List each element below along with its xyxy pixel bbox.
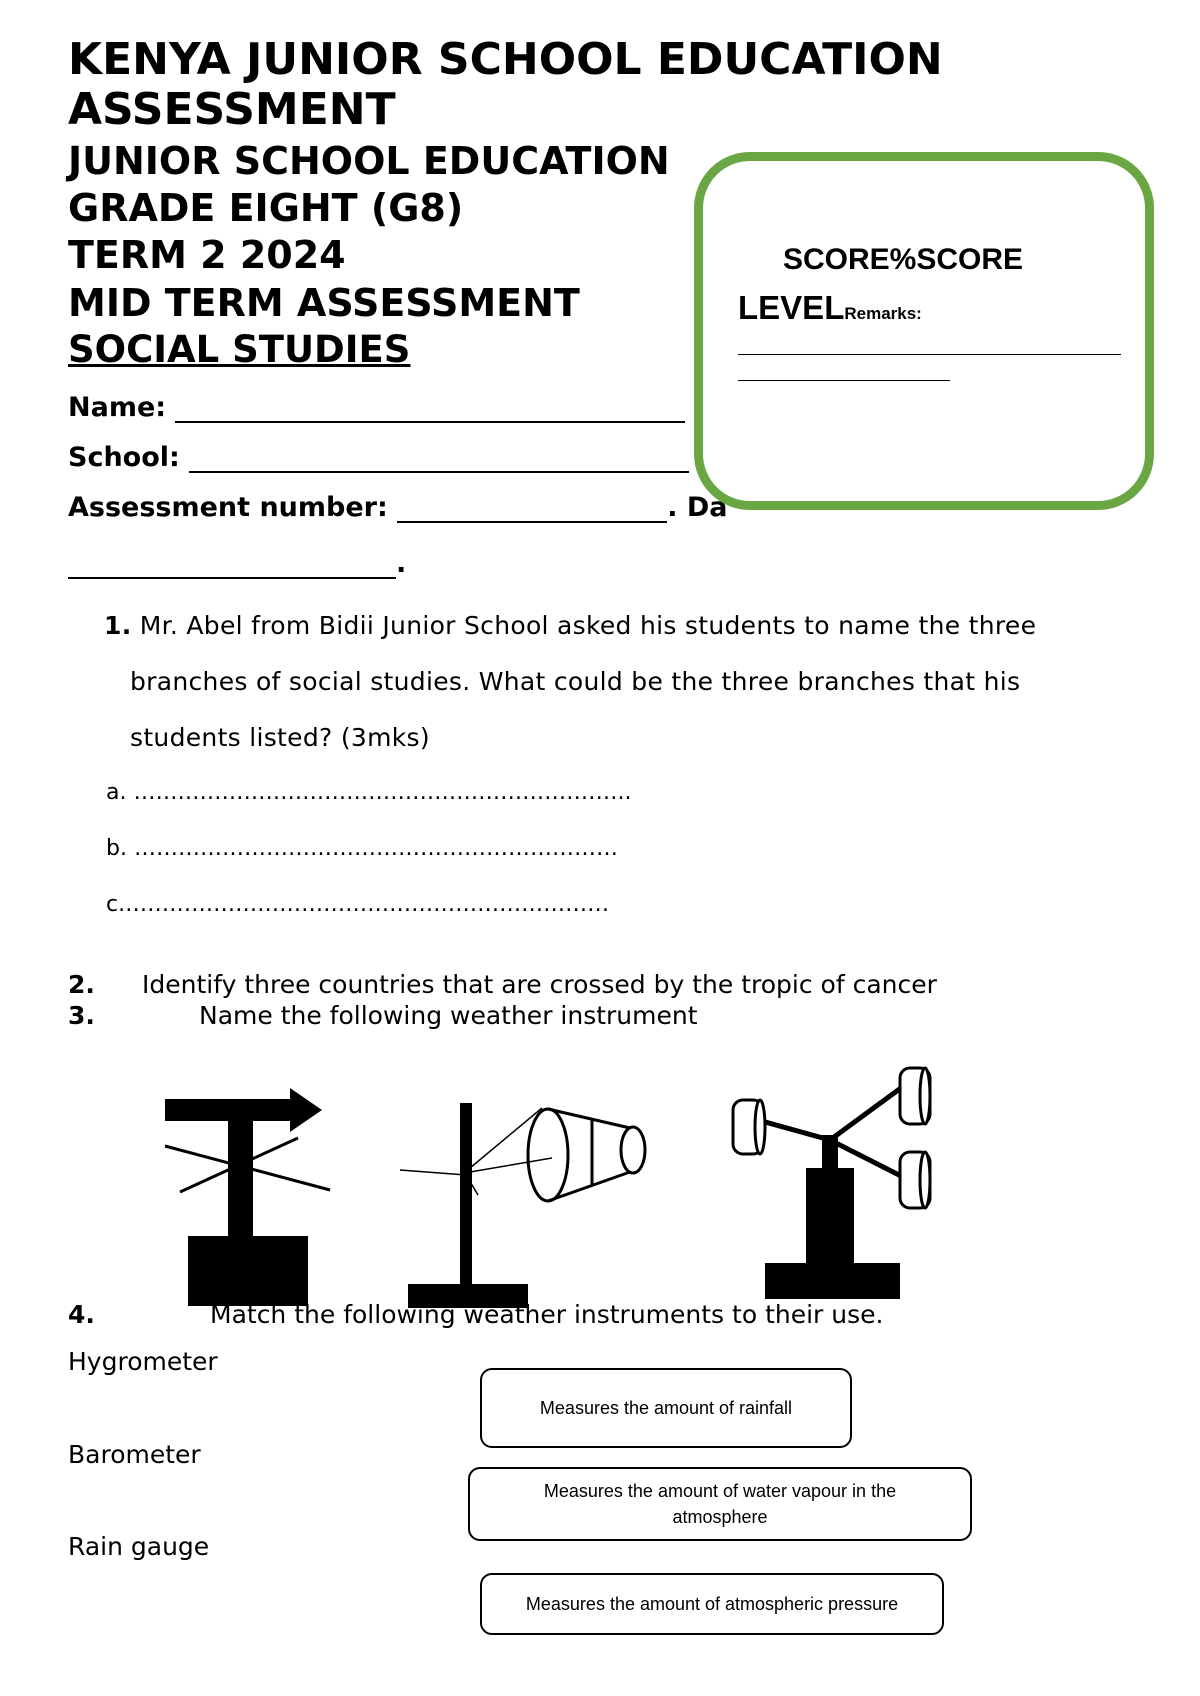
match-use-water-vapour[interactable]: Measures the amount of water vapour in the atmosphere [468, 1467, 972, 1541]
answer-line-c[interactable]: c.………………………………………………………… [106, 892, 610, 917]
question-1-text-1: Mr. Abel from Bidii Junior School asked his students to name the three [139, 611, 1037, 640]
score-level-label: LEVEL [738, 289, 845, 326]
question-1-text-2: branches of social studies. What could be the three branches that his [130, 667, 1021, 696]
question-1-text-3: students listed? (3mks) [130, 723, 430, 752]
question-2-number: 2. [68, 970, 95, 999]
question-3-number: 3. [68, 1001, 95, 1030]
remarks-label: Remarks: [844, 304, 922, 323]
school-label: School: [68, 442, 180, 473]
wind-vane-icon [165, 1088, 330, 1306]
question-3-text: Name the following weather instrument [199, 1001, 698, 1030]
exam-subject: SOCIAL STUDIES [68, 328, 411, 371]
match-term-rain-gauge[interactable]: Rain gauge [68, 1532, 210, 1561]
name-label: Name: [68, 392, 167, 423]
date-trailing-dot: . [396, 548, 407, 579]
match-term-barometer[interactable]: Barometer [68, 1440, 201, 1469]
answer-line-b[interactable]: b. ………………………………………………………… [106, 836, 618, 861]
answer-line-a[interactable]: a. ………………………………………………………….. [106, 780, 632, 805]
exam-term: TERM 2 2024 [68, 233, 346, 277]
anemometer-icon [733, 1068, 930, 1299]
assessment-number-label: Assessment number: [68, 492, 388, 523]
exam-title-line1: KENYA JUNIOR SCHOOL EDUCATION [68, 34, 943, 85]
wind-sock-icon [400, 1103, 645, 1308]
exam-type: MID TERM ASSESSMENT [68, 281, 580, 325]
match-term-hygrometer[interactable]: Hygrometer [68, 1347, 218, 1376]
exam-grade: GRADE EIGHT (G8) [68, 186, 464, 230]
score-title: SCORE%SCORE [783, 243, 1024, 276]
match-use-rainfall[interactable]: Measures the amount of rainfall [480, 1368, 852, 1448]
question-2-text: Identify three countries that are crossed by the tropic of cancer [142, 970, 937, 999]
question-4-text: Match the following weather instruments to their use. [210, 1300, 884, 1329]
exam-subtitle-1: JUNIOR SCHOOL EDUCATION [68, 139, 670, 183]
match-use-atmospheric-pressure[interactable]: Measures the amount of atmospheric pressure [480, 1573, 944, 1635]
question-4-number: 4. [68, 1300, 95, 1329]
exam-title-line2: ASSESSMENT [68, 84, 396, 135]
date-label-partial: . Da [667, 492, 728, 523]
question-1-number: 1. [104, 611, 132, 640]
